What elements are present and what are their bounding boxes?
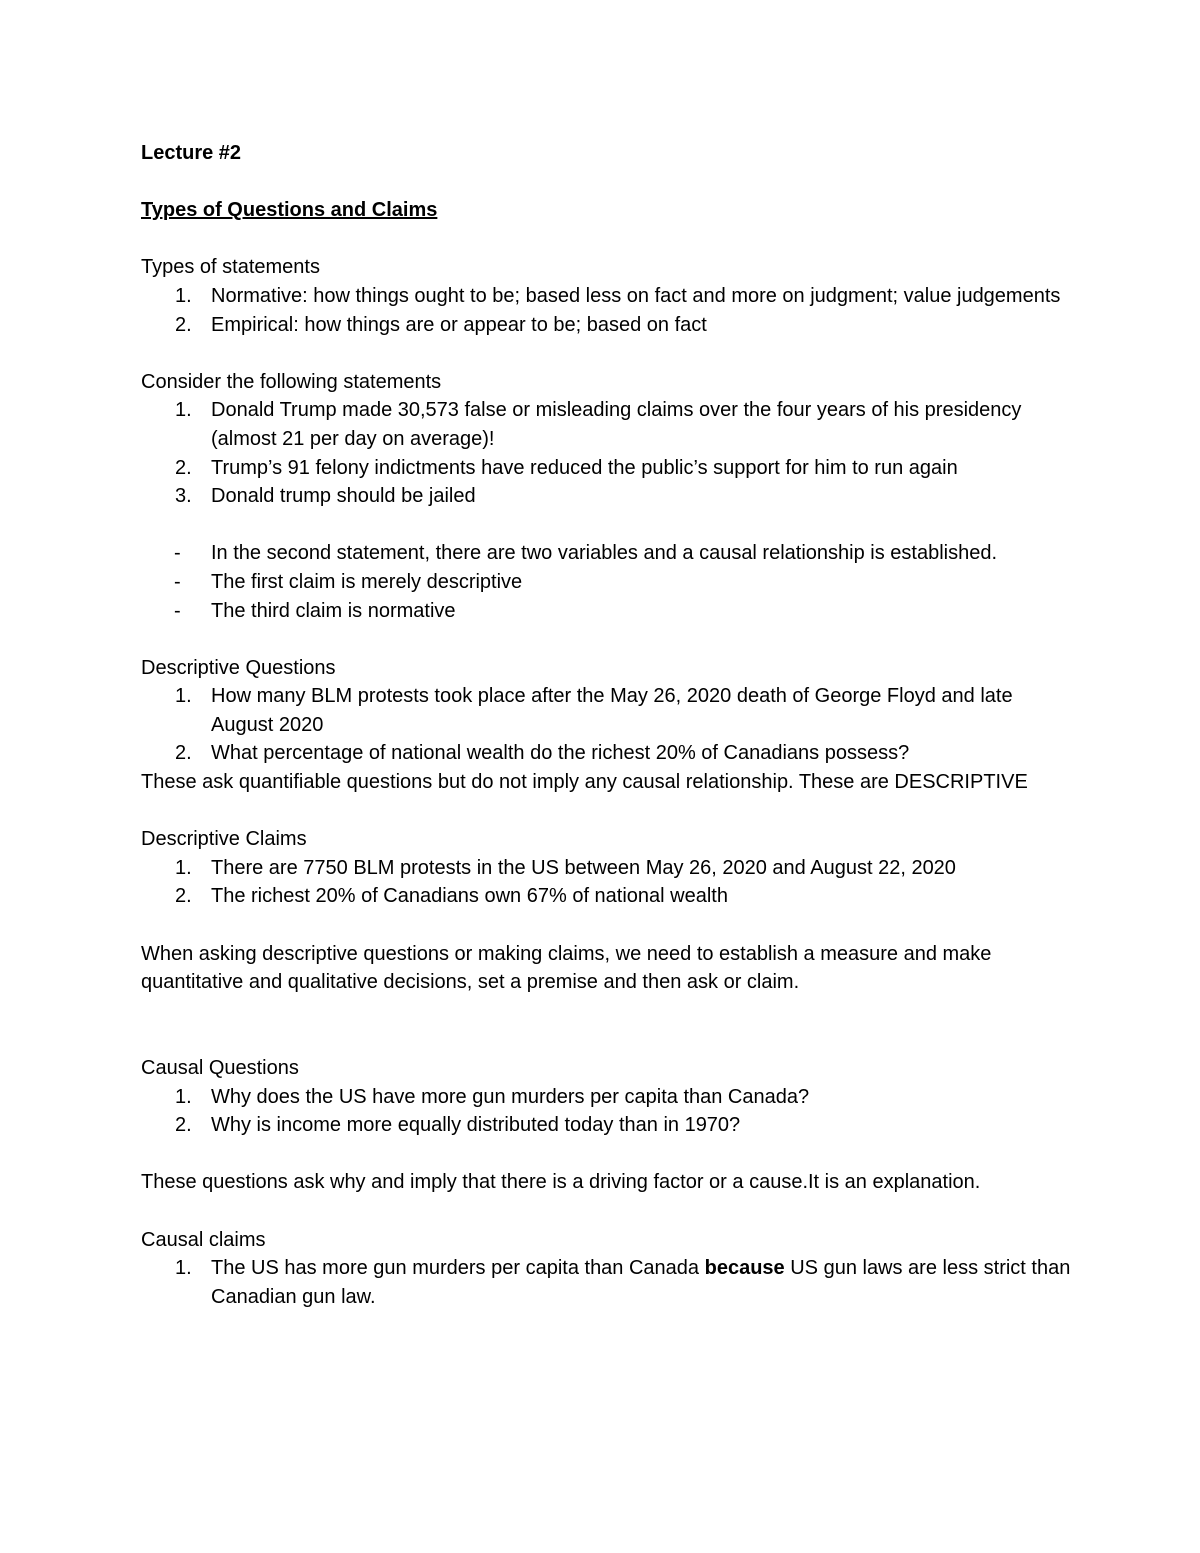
list-item-text: Why is income more equally distributed today than in 1970?: [211, 1114, 741, 1137]
list-item: [141, 539, 1071, 568]
list-item-text: Donald trump should be jailed: [211, 485, 476, 508]
list-item: [141, 1254, 1071, 1311]
page-title: Lecture #2: [141, 142, 242, 164]
descriptive-questions-heading: Descriptive Questions: [141, 656, 336, 679]
dash-marker: -: [174, 570, 181, 593]
section-title: Types of Questions and Claims: [141, 199, 438, 222]
list-item: [141, 282, 1071, 311]
list-item: [141, 739, 1071, 768]
list-item-text: There are 7750 BLM protests in the US between May 26, 2020 and August 22, 2020: [211, 856, 956, 879]
causal-questions-list: [141, 1083, 1071, 1140]
list-item-text: The first claim is merely descriptive: [211, 570, 523, 593]
causal-questions-note: These questions ask why and imply that there is a driving factor or a cause.It is an explanation.: [141, 1171, 981, 1194]
list-item-text: In the second statement, there are two variables and a causal relationship is established.: [211, 542, 998, 565]
causal-questions-heading: Causal Questions: [141, 1057, 299, 1079]
list-marker: 1.: [175, 284, 192, 307]
list-item: [141, 597, 1071, 626]
list-marker: 1.: [175, 1257, 192, 1280]
descriptive-claims-list: [141, 854, 1071, 911]
list-marker: 1.: [175, 1085, 192, 1108]
list-item: [141, 1083, 1071, 1112]
list-item: [141, 568, 1071, 597]
list-item-text: How many BLM protests took place after the May 26, 2020 death of George Floyd and late August 2020: [211, 685, 1013, 736]
list-item: [141, 882, 1071, 911]
document-body: [141, 139, 1071, 1311]
list-marker: 2.: [175, 456, 192, 479]
consider-heading: Consider the following statements: [141, 370, 442, 393]
statements-list: [141, 282, 1071, 339]
list-item: [141, 311, 1071, 340]
list-item: [141, 454, 1071, 483]
statements-heading: Types of statements: [141, 256, 320, 279]
list-item: [141, 482, 1071, 511]
list-marker: 2.: [175, 313, 192, 336]
claim-text-end: US gun laws are less strict than Canadian gun law.: [211, 1257, 1071, 1308]
list-marker: 1.: [175, 856, 192, 879]
consider-notes-list: [141, 539, 1071, 625]
list-item: [141, 1111, 1071, 1140]
descriptive-claims-note: When asking descriptive questions or making claims, we need to establish a measure and make quantitative and qualitative decisions, set a premise and then ask or claim.: [141, 942, 992, 994]
dash-marker: -: [174, 599, 181, 622]
list-item: [141, 682, 1071, 739]
list-marker: 1.: [175, 685, 192, 708]
list-item-text: The third claim is normative: [211, 599, 456, 622]
list-item: [141, 854, 1071, 883]
list-item-text: Normative: how things ought to be; based less on fact and more on judgment; value judgements: [211, 284, 1061, 307]
descriptive-questions-note: These ask quantifiable questions but do not imply any causal relationship. These are DESCRIPTIVE: [141, 771, 1028, 794]
descriptive-questions-list: [141, 682, 1071, 768]
list-marker: 1.: [175, 399, 192, 422]
list-item-text: Donald Trump made 30,573 false or misleading claims over the four years of his presidency (almost 21 per day on average)!: [211, 399, 1022, 450]
list-item-text: Why does the US have more gun murders per capita than Canada?: [211, 1085, 810, 1108]
list-item: [141, 396, 1071, 453]
list-item-text: What percentage of national wealth do the richest 20% of Canadians possess?: [211, 742, 910, 765]
causal-claims-heading: Causal claims: [141, 1228, 266, 1251]
descriptive-claims-heading: Descriptive Claims: [141, 828, 307, 851]
list-item-text: Empirical: how things are or appear to be; based on fact: [211, 313, 707, 336]
list-marker: 2.: [175, 1114, 192, 1137]
list-item-text: The richest 20% of Canadians own 67% of national wealth: [211, 885, 728, 908]
list-marker: 2.: [175, 742, 192, 765]
claim-text-start: The US has more gun murders per capita than Canada: [211, 1257, 705, 1280]
dash-marker: -: [174, 542, 181, 565]
causal-claims-list: [141, 1254, 1071, 1311]
list-item-text: [211, 1257, 1070, 1308]
list-marker: 3.: [175, 485, 192, 508]
list-item-text: Trump’s 91 felony indictments have reduced the public’s support for him to run again: [211, 456, 958, 479]
emphasis-because: because: [704, 1257, 785, 1280]
consider-list: [141, 396, 1071, 510]
list-marker: 2.: [175, 885, 192, 908]
